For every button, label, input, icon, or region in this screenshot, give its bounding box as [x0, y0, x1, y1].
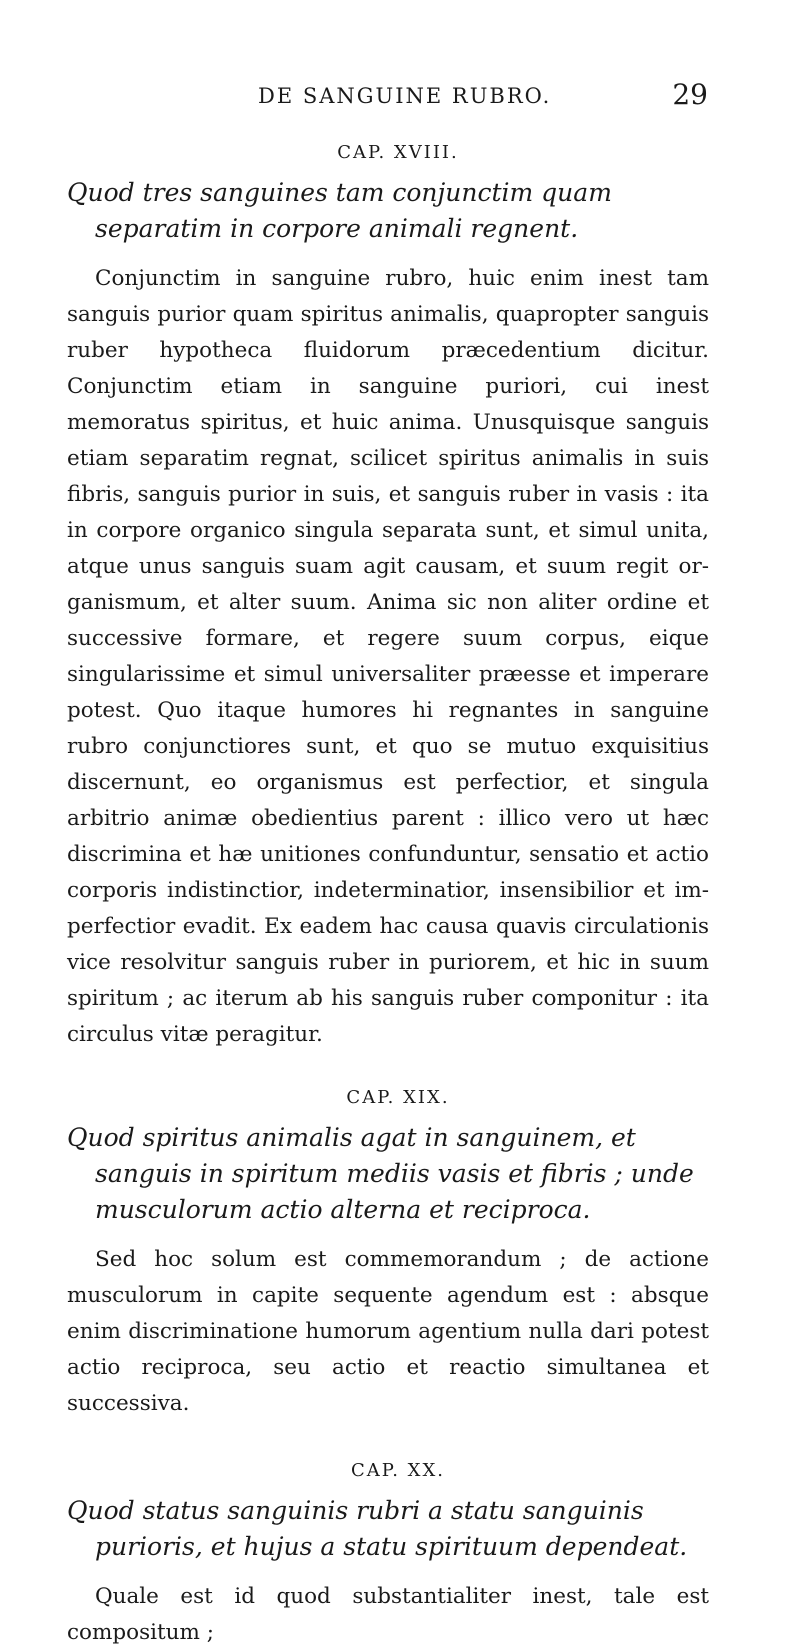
- page-content: [67, 142, 709, 1651]
- chapter-body: [67, 1579, 709, 1651]
- chapter-xviii: [67, 142, 709, 1053]
- chapter-title: Quod status sanguinis rubri a statu sanguinis purioris, et hujus a statu spirituum dependeat.: [67, 1496, 688, 1561]
- body-paragraph: Conjunctim in sanguine rubro, huic enim inest tam sanguis purior quam spiritus animalis, quapropter sanguis ruber hypotheca fluidorum præcedentium dicitur. Conjunctim etiam in sanguine puriori, cui inest memoratus spiritus, et huic anima. Unusquisque sanguis etiam separatim regnat, scilicet spiritus animalis in suis fibris, sanguis purior in suis, et sanguis ruber in vasis : ita in corpore organico singula separata sunt, et simul unita, atque unus sanguis suam agit causam, et suum regit organismum, et alter suum. Anima sic non aliter ordine et successive formare, et regere suum corpus, eique singularissime et simul universaliter præesse et imperare potest. Quo itaque humores hi regnantes in sanguine rubro conjunctiores sunt, et quo se mutuo exquisitius discernunt, eo organismus est perfectior, et singula arbitrio animæ obedientius parent : illico vero ut hæc discrimina et hæ unitiones confunduntur, sensatio et actio corporis indistinctior, indeterminatior, insensibilior et imperfectior evadit. Ex eadem hac causa quavis circulationis vice resolvitur sanguis ruber in puriorem, et hic in suum spiritum ; ac iterum ab his sanguis ruber componitur : ita circulus vitæ peragitur.: [67, 266, 709, 1047]
- chapter-xix: [67, 1087, 709, 1422]
- chapter-heading: CAP. XVIII.: [337, 142, 459, 163]
- page-number: 29: [672, 78, 708, 111]
- chapter-body: [67, 261, 709, 1053]
- running-title: DE SANGUINE RUBRO.: [258, 84, 552, 108]
- chapter-body: [67, 1242, 709, 1422]
- chapter-heading: CAP. XX.: [350, 1460, 446, 1481]
- chapter-title: Quod spiritus animalis agat in sanguinem, et sanguis in spiritum mediis vasis et fibris ; unde musculorum actio alterna et reciproca.: [67, 1123, 694, 1224]
- body-paragraph: Quale est id quod substantialiter inest, tale est compositum ;: [67, 1584, 709, 1645]
- chapter-xx: [67, 1460, 709, 1651]
- chapter-title: Quod tres sanguines tam conjunctim quam separatim in corpore animali regnent.: [67, 178, 612, 243]
- running-head: [0, 78, 800, 114]
- body-paragraph: Sed hoc solum est commemorandum ; de actione musculorum in capite sequente agendum est : absque enim discriminatione humorum agentium nulla dari potest actio reciproca, seu actio et reactio simultanea et successiva.: [67, 1247, 709, 1416]
- chapter-heading: CAP. XIX.: [346, 1087, 450, 1108]
